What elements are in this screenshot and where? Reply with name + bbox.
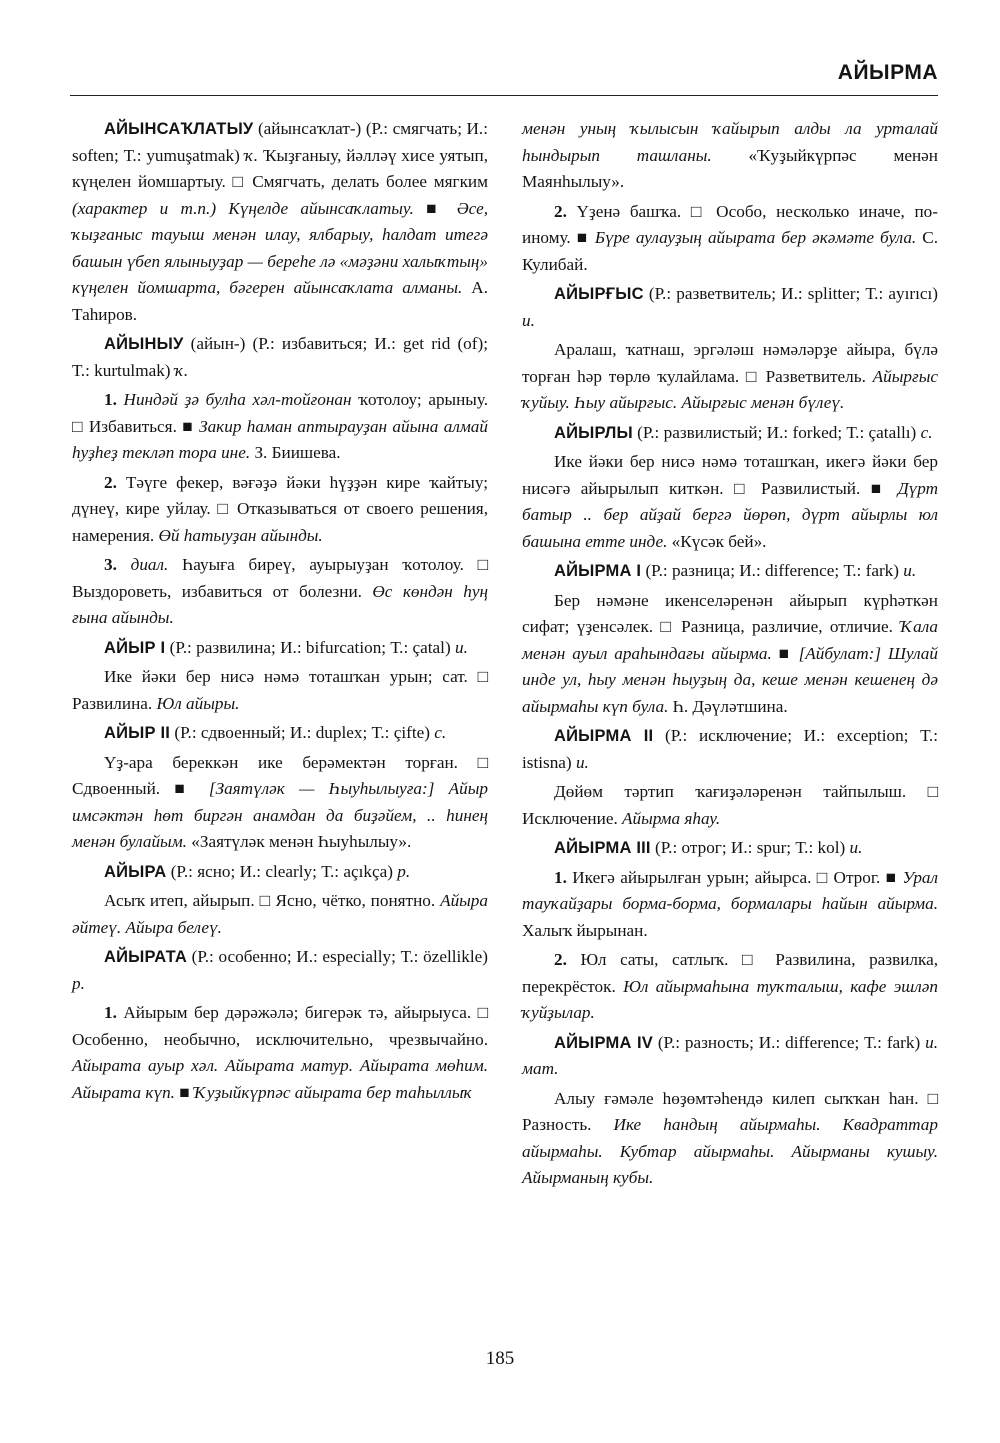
entry-definition bbox=[522, 588, 938, 721]
sense-1 bbox=[72, 1000, 488, 1106]
gram-label: р. bbox=[397, 861, 411, 881]
sense-number: 2. bbox=[554, 201, 567, 221]
quote-marker: ■ bbox=[176, 416, 200, 436]
source: Халыҡ йырынан. bbox=[522, 920, 648, 940]
entry-meta: (Р.: развилистый; И.: forked; Т.: çatallı) bbox=[632, 422, 921, 442]
definition: Үҙенә башҡа. □ Особо, несколько иначе, по-иному. bbox=[522, 201, 938, 247]
continued-quotation bbox=[522, 116, 938, 196]
sense-number: 3. bbox=[104, 555, 117, 574]
usage-note: (характер и т.п.) bbox=[72, 198, 217, 218]
gram-label: и. bbox=[903, 561, 917, 580]
source: «Заятүләк менән Һыуһылыу». bbox=[186, 832, 412, 851]
example: Өй һатыуҙан айынды. bbox=[154, 525, 323, 545]
entry-aiyr-2 bbox=[72, 720, 488, 747]
example: Айырғыс ҡуйыу. Һыу айырғыс. Айырғыс менән бүлеү. bbox=[522, 366, 938, 412]
sense-2 bbox=[72, 470, 488, 550]
gram-label: р. bbox=[72, 973, 85, 993]
quotation: Әсе, ҡыҙғаныс тауыш менән илау, ялбарыу, һалдат итегә башын үбеп ялыныуҙар — береһе лә «мәҙәни халыҡтың» күңелен йомшарта, бәгерен айынсаҡлата алманы. bbox=[72, 198, 488, 297]
definition: Асыҡ итеп, айырып. □ Ясно, чётко, понятно. bbox=[104, 891, 436, 910]
entry-meta: (Р.: исключение; И.: exception; Т.: istisna) bbox=[522, 726, 938, 772]
entry-definition bbox=[72, 888, 488, 941]
entry-definition bbox=[72, 664, 488, 717]
entry-aiyrma-1 bbox=[522, 558, 938, 585]
right-column bbox=[522, 116, 938, 1192]
quotation: [Заятүләк — Һыуһылыуға:] Айыр имсәктән һөт биргән анамдан да биҙәйем, .. һинең менән булайым. bbox=[72, 779, 488, 851]
entry-aiyrma-3 bbox=[522, 835, 938, 862]
entry-aiyrata bbox=[72, 944, 488, 997]
quote-marker: ■ bbox=[174, 1082, 194, 1102]
entry-meta: (Р.: разность; И.: difference; Т.: fark) bbox=[652, 1032, 926, 1052]
entry-meta: (Р.: отрог; И.: spur; Т.: kol) bbox=[650, 838, 850, 857]
entry-definition bbox=[522, 779, 938, 832]
definition: Ҡыҙғаныу, йәлләү хисе уятып, күңелен йомшартыу. □ Смягчать, делать более мягким bbox=[72, 145, 488, 191]
headword: АЙЫРМА III bbox=[554, 839, 651, 857]
headword: АЙЫРҒЫС bbox=[554, 285, 644, 303]
definition: Һауыға биреү, ауырыуҙан ҡотолоу. □ Выздороветь, избавиться от болезни. bbox=[72, 555, 488, 601]
dialect-label: диал. bbox=[116, 555, 169, 574]
entry-aiynsaklatyu bbox=[72, 116, 488, 328]
quotation: Бүре аулауҙың айырата бер әкәмәте була. bbox=[594, 228, 917, 247]
headword: АЙЫНСАҠЛАТЫУ bbox=[104, 120, 254, 138]
left-column bbox=[72, 116, 488, 1106]
entry-aiyra bbox=[72, 859, 488, 886]
gram-label: ҡ. bbox=[244, 145, 259, 165]
sense-1 bbox=[522, 865, 938, 945]
gram-label: с. bbox=[920, 422, 933, 442]
entry-meta: (Р.: ясно; И.: clearly; Т.: açıkça) bbox=[166, 861, 398, 881]
gram-label: с. bbox=[434, 723, 447, 742]
example: Юл айырмаһына туҡталыш, кафе эшләп ҡуйҙылар. bbox=[522, 976, 938, 1022]
definition: Дөйөм тәртип ҡағиҙәләренән тайпылыш. □ Исключение. bbox=[522, 782, 938, 828]
quote-marker: ■ bbox=[570, 228, 595, 247]
quote-marker: ■ bbox=[880, 867, 903, 887]
example: Юл айыры. bbox=[152, 693, 240, 713]
example: Айыра әйтеү. Айыра белеү. bbox=[72, 891, 488, 937]
quotation: менән уның ҡылысын ҡайырып алды ла урталай һындырып ташланы. bbox=[522, 119, 938, 165]
quotation: Урал тауҡайҙары борма-борма, бормалары һайын айырма. bbox=[522, 867, 938, 913]
entry-aiyrma-2 bbox=[522, 723, 938, 776]
gram-label: и. bbox=[575, 752, 589, 772]
quote-marker: ■ bbox=[413, 198, 457, 218]
entry-definition bbox=[522, 337, 938, 417]
entry-meta: (Р.: разница; И.: difference; Т.: fark) bbox=[641, 561, 904, 580]
headword: АЙЫНЫУ bbox=[104, 335, 184, 353]
definition: Ике йәки бер нисә нәмә тоташҡан урын; сат. □ Развилина. bbox=[72, 667, 488, 713]
entry-aiyrly bbox=[522, 420, 938, 447]
example: Өс көндән һуң ғына айынды. bbox=[72, 581, 488, 627]
gram-label: и. мат. bbox=[522, 1032, 938, 1078]
sense-2 bbox=[522, 199, 938, 279]
source: Һ. Дәүләтшина. bbox=[668, 696, 788, 716]
definition: Ике йәки бер нисә нәмә тоташҡан, икегә йәки бер нисәгә айырылып киткән. □ Развилистый. bbox=[522, 452, 938, 498]
entry-aiyr-1 bbox=[72, 635, 488, 662]
entry-meta: (Р.: разветвитель; И.: splitter; Т.: ayırıcı) bbox=[643, 284, 938, 303]
entry-aiynyu bbox=[72, 331, 488, 384]
entry-meta: (айынсаҡлат-) (Р.: смягчать; И.: soften; Т.: yumuşatmak) bbox=[72, 119, 488, 165]
page-number: 185 bbox=[485, 1348, 515, 1369]
gram-label: и. bbox=[849, 838, 863, 857]
example: Айырата ауыр хәл. Айырата матур. Айырата мөһим. Айырата күп. bbox=[72, 1056, 488, 1102]
headword: АЙЫР I bbox=[104, 638, 166, 657]
example: Ике һандың айырмаһы. Квадраттар айырмаһы. Кубтар айырмаһы. Айырманы кушыу. Айырманың кубы. bbox=[522, 1115, 938, 1187]
headword: АЙЫРМА I bbox=[554, 562, 642, 580]
entry-aiyrgys bbox=[522, 281, 938, 334]
definition: Икегә айырылған урын; айырса. □ Отрог. bbox=[566, 867, 881, 887]
entry-meta: (айын-) (Р.: избавиться; И.: get rid (of); Т.: kurtulmak) bbox=[72, 334, 488, 380]
example: Күңелде айынсаҡлатыу. bbox=[216, 198, 414, 218]
example: Ҡала менән ауыл араһындағы айырма. bbox=[522, 617, 938, 663]
definition: Айырым бер дәрәжәлә; бигерәк тә, айырыуса. □ Особенно, необычно, исключительно, чрезвычайно. bbox=[72, 1003, 488, 1049]
headword: АЙЫРМА IV bbox=[554, 1033, 653, 1052]
entry-meta: (Р.: особенно; И.: especially; Т.: özellikle) bbox=[186, 947, 488, 966]
sense-number: 2. bbox=[554, 950, 567, 969]
source: «Күсәк бей». bbox=[667, 531, 767, 551]
headword: АЙЫРМА II bbox=[554, 727, 654, 745]
headword: АЙЫРА bbox=[104, 862, 167, 881]
definition: Үҙ-ара береккән ике берәмектән торған. □ Сдвоенный. bbox=[72, 752, 488, 798]
source: З. Биишева. bbox=[250, 443, 341, 462]
sense-number: 2. bbox=[104, 472, 117, 492]
definition: ҡотолоу; арыныу. □ Избавиться. bbox=[72, 390, 489, 436]
source: «Ҡуҙыйкүрпәс менән Маянһылыу». bbox=[522, 145, 938, 191]
gram-label: ҡ. bbox=[174, 360, 189, 380]
quotation: Дүрт батыр .. бер айҙай бергә йөрөп, дүрт айырлы юл башына етте инде. bbox=[522, 478, 938, 551]
definition: Алыу ғәмәле һөҙөмтәһендә килеп сыҡҡан һан. □ Разность. bbox=[522, 1088, 938, 1134]
definition: Аралаш, ҡатнаш, эргәләш нәмәләрҙе айыра, бүлә торған һәр төрлө ҡулайлама. □ Разветвитель. bbox=[522, 340, 938, 386]
sense-3 bbox=[72, 552, 488, 632]
entry-definition bbox=[522, 449, 938, 555]
headword: АЙЫРЛЫ bbox=[554, 423, 633, 442]
definition: Тәүге фекер, вәғәҙә йәки һүҙҙән кире ҡайтыу; дүнеү, кире уйлау. □ Отказываться от своего решения, намерения. bbox=[72, 472, 488, 545]
definition: Бер нәмәне икенселәренән айырып күрһәткән сифат; үҙенсәлек. □ Разница, различие, отличие. bbox=[522, 590, 938, 636]
definition: Юл саты, сатлыҡ. □ Развилина, развилка, перекрёсток. bbox=[522, 950, 938, 996]
entry-meta: (Р.: сдвоенный; И.: duplex; Т.: çifte) bbox=[170, 723, 435, 742]
headword: АЙЫР II bbox=[104, 724, 171, 742]
entry-aiyrma-4 bbox=[522, 1030, 938, 1083]
source: С. Кулибай. bbox=[522, 228, 938, 274]
sense-1 bbox=[72, 387, 488, 467]
running-head: АЙЫРМА bbox=[837, 61, 938, 84]
quotation: [Айбулат:] Шулай инде ул, һыу менән һыуҙың да, кеше менән кешенең дә айырмаһы күп була. bbox=[522, 643, 938, 716]
example: Ниндәй ҙә булһа хәл-тойғонан bbox=[116, 390, 352, 409]
headword: АЙЫРАТА bbox=[104, 948, 187, 966]
sense-number: 1. bbox=[104, 390, 117, 409]
quotation: Ҡуҙыйкүрпәс айырата бер таһыллыҡ bbox=[193, 1082, 473, 1102]
quotation: Закир һаман аптырауҙан айына алмай һуҙһеҙ теклəп тора ине. bbox=[72, 416, 488, 462]
entry-definition bbox=[522, 1086, 938, 1192]
entry-meta: (Р.: развилина; И.: bifurcation; Т.: çatal) bbox=[165, 637, 455, 657]
entry-definition bbox=[72, 750, 488, 856]
sense-2 bbox=[522, 947, 938, 1027]
gram-label: и. bbox=[454, 637, 468, 657]
sense-number: 1. bbox=[554, 867, 567, 887]
source: А. Таһиров. bbox=[72, 278, 488, 324]
quote-marker: ■ bbox=[860, 478, 898, 498]
gram-label: и. bbox=[522, 310, 535, 330]
quote-marker: ■ bbox=[160, 779, 209, 798]
quote-marker: ■ bbox=[771, 643, 799, 663]
running-header bbox=[70, 55, 938, 96]
sense-number: 1. bbox=[104, 1003, 117, 1022]
example: Айырма яһау. bbox=[617, 808, 721, 828]
